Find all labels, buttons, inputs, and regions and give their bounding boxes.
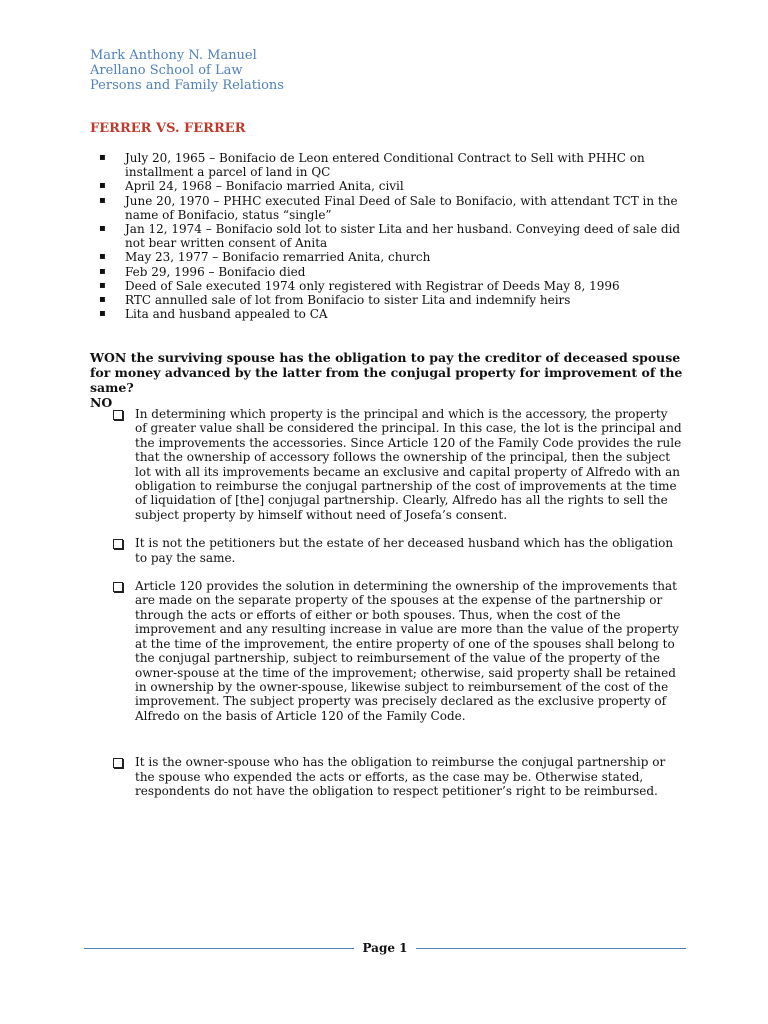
page-number: Page 1 [362,941,408,955]
square-bullet-icon: ▪ [99,279,106,291]
fact-item [90,151,690,179]
fact-text: May 23, 1977 – Bonifacio remarried Anita, church [125,250,431,265]
ruling-text: It is not the petitioners but the estate of her deceased husband which has the obligation to pay the same. [135,536,674,565]
fact-item [90,279,690,293]
fact-item [90,194,690,222]
case-title: FERRER VS. FERRER [90,121,246,136]
fact-text: Lita and husband appealed to CA [125,307,328,322]
author-name: Mark Anthony N. Manuel [90,48,257,63]
issue-block [90,350,690,410]
square-bullet-icon: ▪ [99,194,106,206]
checkbox-bullet-icon [113,539,123,549]
school-name: Arellano School of Law [90,63,243,78]
ruling-item [112,755,682,798]
ruling-item [112,407,682,522]
square-bullet-icon: ▪ [99,152,106,163]
checkbox-bullet-icon [113,758,123,768]
issue-answer: NO [90,395,113,410]
fact-text: Feb 29, 1996 – Bonifacio died [125,264,306,279]
square-bullet-icon: ▪ [99,308,106,320]
document-header [90,48,284,93]
ruling-item [112,579,682,723]
footer-rule-right [416,948,686,949]
fact-text: April 24, 1968 – Bonifacio married Anita, civil [125,179,404,194]
rulings-list [112,407,682,798]
course-name: Persons and Family Relations [90,78,284,93]
square-bullet-icon: ▪ [99,180,106,192]
issue-question: WON the surviving spouse has the obligation to pay the creditor of deceased spouse for money advanced by the latter from the conjugal property for improvement of the same? [90,350,683,395]
ruling-text: Article 120 provides the solution in determining the ownership of the improvements that are made on the separate property of the spouses at the expense of the partnership or through the acts or efforts of either or both spouses. Thus, when the cost of the improvement and any resulting increase in value are more than the value of the property at the time of the improvement, the entire property of one of the spouses shall belong to the conjugal partnership, subject to reimbursement of the value of the property of the owner-spouse at the time of the improvement; otherwise, said property shall be retained in ownership by the owner-spouse, likewise subject to reimbursement of the cost of the improvement. The subject property was precisely declared as the exclusive property of Alfredo on the basis of Article 120 of the Family Code. [135,579,679,723]
fact-item [90,265,690,279]
checkbox-bullet-icon [113,582,123,592]
square-bullet-icon: ▪ [99,251,106,263]
footer-rule-left [84,948,354,949]
fact-item [90,222,690,250]
checkbox-bullet-icon [113,410,123,420]
fact-item [90,307,690,321]
square-bullet-icon: ▪ [99,223,106,235]
fact-item [90,293,690,307]
square-bullet-icon: ▪ [99,265,106,277]
fact-text: Jan 12, 1974 – Bonifacio sold lot to sister Lita and her husband. Conveying deed of sale did not bear written consent of Anita [125,222,681,251]
ruling-item [112,536,682,565]
fact-text: June 20, 1970 – PHHC executed Final Deed of Sale to Bonifacio, with attendant TCT in the name of Bonifacio, status “single” [125,193,678,222]
fact-item [90,179,690,193]
square-bullet-icon: ▪ [99,294,106,306]
fact-text: RTC annulled sale of lot from Bonifacio to sister Lita and indemnify heirs [125,293,571,308]
fact-text: Deed of Sale executed 1974 only registered with Registrar of Deeds May 8, 1996 [125,278,620,293]
facts-list [90,151,690,321]
page-footer [84,940,686,958]
fact-text: July 20, 1965 – Bonifacio de Leon entered Conditional Contract to Sell with PHHC on installment a parcel of land in QC [125,151,645,180]
ruling-text: In determining which property is the principal and which is the accessory, the property of greater value shall be considered the principal. In this case, the lot is the principal and the improvements the accessories. Since Article 120 of the Family Code provides the rule that the ownership of accessory follows the ownership of the principal, then the subject lot with all its improvements became an exclusive and capital property of Alfredo with an obligation to reimburse the conjugal partnership of the cost of improvements at the time of liquidation of [the] conjugal partnership. Clearly, Alfredo has all the rights to sell the subject property by himself without need of Josefa’s consent. [135,407,682,522]
ruling-text: It is the owner-spouse who has the obligation to reimburse the conjugal partnership or the spouse who expended the acts or efforts, as the case may be. Otherwise stated, respondents do not have the obligation to respect petitioner’s right to be reimbursed. [135,755,666,798]
fact-item [90,250,690,264]
